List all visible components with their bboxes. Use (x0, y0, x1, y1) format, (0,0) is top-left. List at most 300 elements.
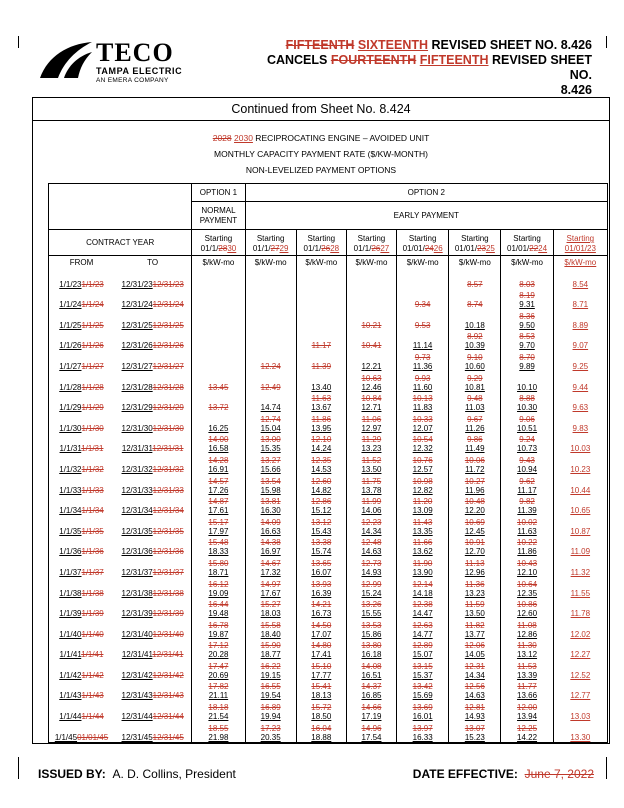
rate-old-value: 8.70 (519, 352, 535, 362)
column-header-date-base: 01/1/ (303, 244, 322, 253)
rate-value: 15.55 (361, 609, 382, 619)
rate-value: 8.54 (572, 279, 589, 289)
from-date-new: 1/1/45 (54, 732, 78, 742)
from-date-new: 1/1/36 (59, 547, 82, 557)
from-date-old: 01/01/45 (77, 732, 109, 742)
from-date-new: 1/1/33 (59, 485, 82, 495)
column-header-6 (449, 230, 501, 256)
rate-old-value: 12.31 (464, 661, 485, 671)
rate-cell (245, 618, 296, 639)
column-header-8 (553, 230, 607, 256)
rate-value: 21.11 (208, 691, 229, 701)
rate-value: 18.77 (260, 650, 281, 660)
rate-cell (553, 536, 607, 557)
from-date-new: 1/1/40 (59, 629, 82, 639)
to-date-old: 12/31/45 (152, 732, 184, 742)
to-date (114, 659, 192, 680)
rate-old-value: 14.97 (260, 579, 281, 589)
logo-sub1: TAMPA ELECTRIC (96, 66, 183, 76)
to-date-old: 12/31/30 (152, 423, 184, 433)
from-date-new: 1/1/29 (59, 403, 82, 413)
from-date (49, 433, 115, 454)
rate-cell (192, 721, 245, 742)
from-date-new: 1/1/25 (59, 320, 82, 330)
rate-value: 9.89 (519, 361, 535, 371)
column-header-1 (192, 230, 245, 256)
rate-cell (245, 474, 296, 495)
rate-old-value: 11.53 (517, 661, 537, 671)
rate-value: 10.94 (517, 464, 538, 474)
rate-cell (346, 453, 396, 474)
column-header-starting: Starting (566, 234, 595, 243)
from-date-old: 1/1/36 (81, 547, 104, 557)
table-row (49, 659, 608, 680)
to-date-old: 12/31/39 (152, 609, 184, 619)
column-header-2 (245, 230, 296, 256)
rate-cell (449, 371, 501, 392)
rate-value: 13.30 (570, 732, 591, 742)
rate-cell (192, 556, 245, 577)
column-header-date-new: 28 (330, 244, 340, 253)
rate-cell (245, 700, 296, 721)
to-date-new: 12/31/29 (121, 403, 153, 413)
rate-value: 11.49 (465, 444, 485, 454)
rate-old-value: 11.20 (412, 497, 433, 507)
rate-cell (501, 721, 553, 742)
rate-old-value: 13.97 (412, 723, 433, 733)
rate-cell (192, 618, 245, 639)
rate-old-value: 10.98 (412, 476, 433, 486)
rate-cell (553, 577, 607, 598)
rate-cell (501, 268, 553, 289)
rate-old-value: 11.39 (311, 361, 332, 371)
rate-value: 16.33 (412, 732, 433, 742)
rate-cell (397, 268, 449, 289)
from-date-old: 1/1/23 (81, 279, 104, 289)
to-date-old: 12/31/42 (152, 670, 184, 680)
rate-old-value: 17.47 (208, 661, 229, 671)
rate-old-value: 11.52 (361, 455, 382, 465)
rate-value: 14.06 (361, 506, 382, 516)
column-header-starting: Starting (408, 234, 437, 243)
rate-old-value: 9.29 (467, 373, 483, 383)
rate-cell (245, 598, 296, 619)
rate-old-value: 13.80 (361, 641, 382, 651)
rate-cell (296, 700, 346, 721)
table-row (49, 474, 608, 495)
rate-cell (296, 309, 346, 330)
rate-cell (296, 556, 346, 577)
rate-cell (449, 700, 501, 721)
rate-value: 21.98 (208, 732, 229, 742)
rate-cell (553, 659, 607, 680)
rate-old-value: 13.81 (260, 497, 281, 507)
to-date (114, 577, 192, 598)
rate-cell (346, 330, 396, 351)
rate-old-value: 15.80 (208, 558, 229, 568)
rate-cell (192, 515, 245, 536)
rate-old-value: 16.22 (260, 661, 281, 671)
rate-old-value: 13.38 (311, 538, 332, 548)
rate-cell (346, 618, 396, 639)
rate-value: 15.07 (412, 650, 433, 660)
from-date-new: 1/1/23 (59, 279, 82, 289)
rate-value: 12.57 (412, 464, 433, 474)
rate-cell (449, 289, 501, 310)
rate-value: 12.02 (570, 629, 591, 639)
rate-value: 12.45 (464, 526, 485, 536)
unit-label: $/kW-mo (245, 256, 296, 269)
teco-swoosh-icon (38, 38, 94, 86)
rate-value: 16.97 (260, 547, 281, 557)
rate-value: 18.88 (311, 732, 332, 742)
rate-cell (553, 268, 607, 289)
from-date-old: 1/1/26 (81, 341, 104, 351)
rate-value: 19.48 (208, 609, 229, 619)
rate-old-value: 10.69 (464, 517, 485, 527)
rate-old-value: 9.67 (467, 414, 483, 424)
rate-cell (346, 412, 396, 433)
rate-old-value: 13.72 (208, 403, 229, 413)
rate-cell (501, 392, 553, 413)
from-date (49, 680, 115, 701)
rate-cell (553, 700, 607, 721)
logo-sub2: AN EMERA COMPANY (96, 77, 169, 84)
rate-value: 13.12 (517, 650, 538, 660)
rate-old-value: 16.04 (311, 723, 332, 733)
rate-cell (397, 721, 449, 742)
rate-cell (553, 412, 607, 433)
rate-cell (397, 515, 449, 536)
rate-value: 11.63 (517, 526, 537, 536)
rate-value: 14.74 (260, 403, 281, 413)
rate-cell (245, 330, 296, 351)
column-header-date (247, 244, 295, 254)
rate-old-value: 14.96 (361, 723, 382, 733)
rate-cell (501, 659, 553, 680)
rate-cell (553, 289, 607, 310)
to-date (114, 371, 192, 392)
header-line-1: FIFTEENTH SIXTEENTH REVISED SHEET NO. 8.426 (285, 38, 592, 52)
rate-old-value: 10.91 (464, 538, 485, 548)
from-date-old: 1/1/41 (81, 650, 104, 660)
rate-value: 12.46 (361, 382, 382, 392)
unit-label: $/kW-mo (346, 256, 396, 269)
rate-old-value: 14.87 (208, 497, 229, 507)
rate-value: 8.89 (572, 320, 589, 330)
rate-old-value: 16.44 (208, 600, 229, 610)
column-header-date-old: 28 (218, 244, 228, 253)
rate-cell (346, 350, 396, 371)
rate-cell (296, 639, 346, 660)
to-date-new: 12/31/28 (121, 382, 153, 392)
rate-value: 15.23 (464, 732, 485, 742)
to-date-new: 12/31/42 (121, 670, 153, 680)
right-margin-bar (606, 36, 607, 48)
rate-old-value: 8.57 (467, 279, 483, 289)
rate-value: 14.93 (464, 712, 485, 722)
rate-old-value: 13.27 (260, 455, 281, 465)
rate-value: 18.50 (311, 712, 332, 722)
from-date (49, 721, 115, 742)
from-date (49, 289, 115, 310)
rate-value: 14.53 (311, 464, 332, 474)
rate-cell (245, 392, 296, 413)
rate-cell (346, 536, 396, 557)
rate-old-value: 13.45 (208, 382, 229, 392)
rate-cell (245, 556, 296, 577)
rate-cell (346, 309, 396, 330)
column-header-starting: Starting (513, 234, 541, 243)
rate-cell (449, 474, 501, 495)
rate-cell (346, 556, 396, 577)
rate-cell (397, 577, 449, 598)
table-title (33, 130, 609, 178)
to-date-new: 12/31/38 (121, 588, 153, 598)
header-line-3: 8.426 (560, 83, 592, 97)
rate-cell (346, 680, 396, 701)
rate-value: 13.50 (464, 609, 485, 619)
table-row (49, 577, 608, 598)
logo-brand: TECO (96, 38, 174, 67)
rate-cell (296, 536, 346, 557)
header-line-2: CANCELS FOURTEENTH FIFTEENTH REVISED SHEET NO. (266, 53, 592, 82)
rate-old-value: 14.37 (361, 682, 382, 692)
table-row (49, 680, 608, 701)
rate-cell (397, 556, 449, 577)
title-line-1: 2028 2030 RECIPROCATING ENGINE – AVOIDED UNIT (212, 133, 430, 143)
to-date-new: 12/31/40 (121, 629, 153, 639)
rate-cell (449, 309, 501, 330)
rate-value: 12.82 (412, 485, 433, 495)
rate-old-value: 11.08 (517, 620, 537, 630)
unit-label: $/kW-mo (397, 256, 449, 269)
rate-cell (192, 350, 245, 371)
to-date (114, 309, 192, 330)
from-date-old: 1/1/39 (81, 609, 104, 619)
to-date-old: 12/31/24 (152, 300, 184, 310)
from-date-new: 1/1/42 (59, 670, 82, 680)
rate-old-value: 11.43 (412, 517, 433, 527)
to-date (114, 556, 192, 577)
to-date-new: 12/31/43 (121, 691, 153, 701)
rate-value: 13.03 (570, 712, 591, 722)
rate-value: 16.91 (208, 464, 229, 474)
rate-value: 13.09 (412, 506, 433, 516)
teco-logo (38, 38, 228, 86)
rate-old-value: 9.48 (467, 394, 483, 404)
from-date (49, 577, 115, 598)
rate-cell (501, 577, 553, 598)
rate-cell (553, 474, 607, 495)
rate-cell (192, 268, 245, 289)
rate-value: 12.10 (517, 567, 538, 577)
rate-cell (245, 495, 296, 516)
rate-old-value: 12.06 (464, 641, 485, 651)
rate-old-value: 13.15 (412, 661, 433, 671)
rate-old-value: 10.76 (412, 455, 433, 465)
rate-cell (296, 289, 346, 310)
rate-value: 9.63 (572, 403, 589, 413)
column-header-date-new: 30 (227, 244, 237, 253)
to-date-old: 12/31/32 (152, 464, 184, 474)
rate-old-value: 11.06 (361, 414, 382, 424)
rate-cell (501, 309, 553, 330)
column-header-date-old: 27 (270, 244, 280, 253)
rate-old-value: 9.86 (467, 435, 483, 445)
rate-old-value: 16.55 (260, 682, 281, 692)
rate-value: 17.19 (361, 712, 382, 722)
from-date (49, 536, 115, 557)
left-margin-bar (18, 757, 19, 779)
from-date-new: 1/1/28 (59, 382, 82, 392)
to-date-new: 12/31/31 (121, 444, 153, 454)
rate-value: 16.85 (361, 691, 382, 701)
rate-value: 13.23 (361, 444, 382, 454)
to-date (114, 700, 192, 721)
rate-value: 10.60 (464, 361, 485, 371)
column-header-date-base: 01/01/23 (564, 244, 596, 253)
rate-value: 18.33 (208, 547, 229, 557)
rate-cell (192, 309, 245, 330)
rate-value: 10.30 (517, 403, 538, 413)
rate-old-value: 11.99 (361, 497, 382, 507)
from-date-old: 1/1/38 (81, 588, 104, 598)
rate-cell (397, 309, 449, 330)
rate-old-value: 11.90 (412, 558, 433, 568)
rate-cell (245, 350, 296, 371)
rate-cell (192, 639, 245, 660)
title-line-2: MONTHLY CAPACITY PAYMENT RATE ($/KW-MONTH) (214, 149, 428, 159)
rate-value: 11.55 (570, 588, 591, 598)
rate-value: 14.82 (311, 485, 332, 495)
rate-value: 16.07 (311, 567, 332, 577)
rate-cell (192, 659, 245, 680)
rate-value: 15.12 (311, 506, 332, 516)
rate-value: 18.03 (260, 609, 281, 619)
rate-cell (449, 412, 501, 433)
rate-old-value: 14.08 (361, 661, 382, 671)
rate-cell (192, 289, 245, 310)
rate-cell (192, 371, 245, 392)
rate-old-value: 8.74 (467, 300, 483, 310)
rate-value: 12.07 (412, 423, 433, 433)
rate-cell (296, 412, 346, 433)
rate-old-value: 9.10 (467, 352, 483, 362)
rate-old-value: 13.26 (361, 600, 382, 610)
column-header-date-new: 25 (485, 244, 495, 253)
rate-cell (245, 515, 296, 536)
to-date-old: 12/31/29 (152, 403, 184, 413)
rate-cell (553, 350, 607, 371)
rate-cell (346, 392, 396, 413)
rate-cell (553, 680, 607, 701)
rate-cell (501, 474, 553, 495)
to-date-old: 12/31/38 (152, 588, 184, 598)
rate-old-value: 10.48 (464, 497, 485, 507)
rate-cell (192, 453, 245, 474)
rate-value: 14.18 (412, 588, 433, 598)
to-date-old: 12/31/37 (152, 567, 184, 577)
to-date (114, 289, 192, 310)
column-header-date-new: 29 (279, 244, 289, 253)
rate-value: 17.32 (260, 567, 281, 577)
rate-cell (192, 495, 245, 516)
rate-old-value: 9.93 (414, 373, 431, 383)
table-row (49, 515, 608, 536)
column-header-4 (346, 230, 396, 256)
rate-cell (553, 495, 607, 516)
rate-value: 16.18 (361, 650, 382, 660)
to-date-new: 12/31/36 (121, 547, 153, 557)
rate-cell (501, 618, 553, 639)
rate-cell (449, 453, 501, 474)
rate-value: 10.18 (464, 320, 485, 330)
column-header-date-base: 01/01/ (454, 244, 478, 253)
rate-cell (346, 433, 396, 454)
to-date-new: 12/31/37 (121, 567, 153, 577)
date-effective: DATE EFFECTIVE: June 7, 2022 (412, 767, 594, 781)
rate-old-value: 14.09 (260, 517, 281, 527)
rate-old-value: 11.66 (412, 538, 433, 548)
rate-cell (245, 577, 296, 598)
rate-value: 9.07 (572, 341, 589, 351)
rate-cell (245, 433, 296, 454)
rate-cell (245, 268, 296, 289)
column-header-date-new: 27 (380, 244, 390, 253)
rate-old-value: 9.24 (519, 435, 535, 445)
rate-cell (296, 453, 346, 474)
rate-value: 17.97 (208, 526, 229, 536)
divider (33, 120, 609, 121)
rate-value: 10.39 (464, 341, 485, 351)
rate-value: 15.43 (311, 526, 332, 536)
rate-value: 13.39 (517, 670, 538, 680)
rate-value: 17.77 (311, 670, 332, 680)
rate-old-value: 15.48 (208, 538, 229, 548)
rate-old-value: 17.82 (208, 682, 229, 692)
to-date (114, 495, 192, 516)
table-row (49, 309, 608, 330)
column-header-date-base: 01/01/ (402, 244, 425, 253)
from-date (49, 474, 115, 495)
rate-old-value: 10.27 (464, 476, 485, 486)
rate-cell (346, 371, 396, 392)
unit-label: $/kW-mo (296, 256, 346, 269)
rate-old-value: 10.41 (361, 341, 382, 351)
rate-cell (192, 330, 245, 351)
rate-value: 10.03 (570, 444, 591, 454)
rate-value: 17.54 (361, 732, 382, 742)
rate-value: 10.51 (517, 423, 538, 433)
from-date (49, 495, 115, 516)
rate-cell (501, 536, 553, 557)
to-date (114, 453, 192, 474)
to-date-old: 12/31/25 (152, 320, 184, 330)
rate-cell (296, 598, 346, 619)
column-header-date-base: 01/1/ (353, 244, 372, 253)
rate-old-value: 9.34 (414, 300, 431, 310)
rate-value: 16.58 (208, 444, 229, 454)
rate-old-value: 10.13 (412, 394, 433, 404)
rate-cell (346, 495, 396, 516)
rate-value: 11.86 (517, 547, 537, 557)
rate-old-value: 12.56 (464, 682, 485, 692)
rate-cell (449, 515, 501, 536)
to-date-old: 12/31/33 (152, 485, 184, 495)
rate-value: 17.07 (311, 629, 332, 639)
to-date (114, 515, 192, 536)
